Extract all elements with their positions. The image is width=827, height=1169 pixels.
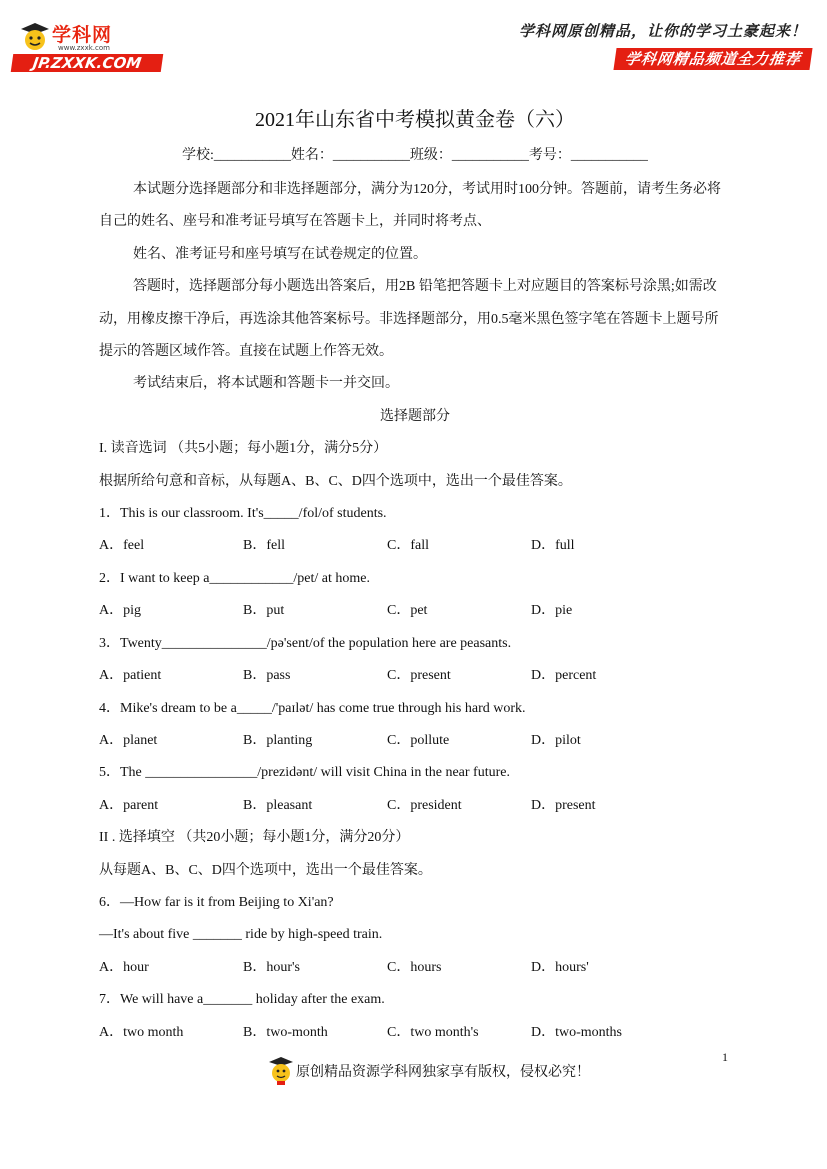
question-options bbox=[99, 1017, 731, 1049]
option-d: D．two-months bbox=[531, 1024, 622, 1040]
part-heading: II . 选择填空 （共20小题；每小题1分，满分20分） bbox=[99, 830, 410, 846]
question-options bbox=[99, 660, 731, 692]
option-b: B．planting bbox=[243, 732, 313, 748]
part-heading: I. 读音选词 （共5小题；每小题1分，满分5分） bbox=[99, 441, 388, 457]
question-options bbox=[99, 725, 731, 757]
page-number: 1 bbox=[722, 1050, 728, 1064]
option-d: D．pilot bbox=[531, 732, 581, 748]
instruction-paragraph: 本试题分选择题部分和非选择题部分，满分为120分，考试用时100分钟。答题前，请考生务必将自己的姓名、座号和准考证号填写在答题卡上，并同时将考点、 bbox=[99, 182, 721, 230]
option-b: B．two-month bbox=[243, 1024, 328, 1040]
option-c: C．pet bbox=[387, 603, 428, 619]
option-a: A．two month bbox=[99, 1024, 184, 1040]
question-stem: 1．This is our classroom. It's_____/fol/of students. bbox=[99, 506, 387, 522]
question-stem: 6．—How far is it from Beijing to Xi'an? bbox=[99, 894, 334, 910]
header-slogan: 学科网原创精品，让你的学习土豪起来！ bbox=[518, 22, 807, 40]
option-a: A．parent bbox=[99, 797, 159, 813]
option-a: A．feel bbox=[99, 538, 145, 554]
zxxk-logo[interactable] bbox=[12, 18, 172, 74]
section-heading: 选择题部分 bbox=[380, 408, 450, 424]
option-a: A．planet bbox=[99, 732, 158, 748]
option-d: D．present bbox=[531, 797, 596, 813]
question-options bbox=[99, 595, 731, 627]
copyright-text: 原创精品资源学科网独家享有版权，侵权必究！ bbox=[296, 1065, 590, 1080]
question-options bbox=[99, 952, 731, 984]
option-c: C．pollute bbox=[387, 732, 450, 748]
option-d: D．percent bbox=[531, 668, 597, 684]
question-stem: 4．Mike's dream to be a_____/'paɪlət/ has come true through his hard work. bbox=[99, 700, 526, 716]
logo-title: 学科网 bbox=[52, 24, 113, 46]
question-stem: 7．We will have a_______ holiday after the exam. bbox=[99, 992, 385, 1008]
option-c: C．hours bbox=[387, 959, 442, 975]
option-b: B．hour's bbox=[243, 959, 300, 975]
mascot-icon bbox=[268, 1056, 294, 1086]
document-body bbox=[99, 103, 731, 1049]
option-a: A．patient bbox=[99, 668, 162, 684]
instruction-paragraph: 姓名、准考证号和座号填写在试卷规定的位置。 bbox=[133, 246, 427, 262]
instruction-paragraph: 答题时，选择题部分每小题选出答案后，用2B 铅笔把答题卡上对应题目的答案标号涂黑;如需改动，用橡皮擦干净后，再选涂其他答案标号。非选择题部分，用0.5毫米黑色签字笔在答题卡上题号所提示的答题区域作答。直接在试题上作答无效。 bbox=[99, 279, 719, 360]
option-c: C．two month's bbox=[387, 1024, 479, 1040]
part-instruction: 根据所给句意和音标，从每题A、B、C、D四个选项中，选出一个最佳答案。 bbox=[99, 473, 572, 489]
option-a: A．hour bbox=[99, 959, 149, 975]
question-stem: 5．The ________________/prezidənt/ will visit China in the near future. bbox=[99, 765, 510, 781]
student-info-line: 学校:___________姓名：___________班级：___________考号：___________ bbox=[182, 148, 648, 163]
option-c: C．president bbox=[387, 797, 462, 813]
option-b: B．pleasant bbox=[243, 797, 313, 813]
option-b: B．pass bbox=[243, 668, 291, 684]
question-options bbox=[99, 790, 731, 822]
mascot-icon bbox=[20, 22, 50, 52]
question-options bbox=[99, 530, 731, 562]
option-c: C．present bbox=[387, 668, 451, 684]
option-c: C．fall bbox=[387, 538, 429, 554]
logo-url: www.zxxk.com bbox=[58, 44, 110, 52]
page-footer bbox=[268, 1054, 590, 1088]
part-instruction: 从每题A、B、C、D四个选项中，选出一个最佳答案。 bbox=[99, 862, 432, 878]
question-stem: 2．I want to keep a____________/pet/ at home. bbox=[99, 570, 370, 586]
option-d: D．hours' bbox=[531, 959, 589, 975]
question-stem: 3．Twenty_______________/pə'sent/of the population here are peasants. bbox=[99, 635, 512, 651]
option-b: B．fell bbox=[243, 538, 285, 554]
instruction-paragraph: 考试结束后，将本试题和答题卡一并交回。 bbox=[133, 376, 399, 392]
logo-badge: JP.ZXXK.COM bbox=[11, 54, 164, 72]
page-title: 2021年山东省中考模拟黄金卷（六） bbox=[255, 109, 575, 131]
option-a: A．pig bbox=[99, 603, 141, 619]
option-d: D．full bbox=[531, 538, 575, 554]
header-slogan-badge: 学科网精品频道全力推荐 bbox=[613, 48, 812, 70]
option-d: D．pie bbox=[531, 603, 573, 619]
option-b: B．put bbox=[243, 603, 285, 619]
question-stem-continued: —It's about five _______ ride by high-speed train. bbox=[99, 927, 383, 943]
page-header bbox=[0, 0, 827, 90]
